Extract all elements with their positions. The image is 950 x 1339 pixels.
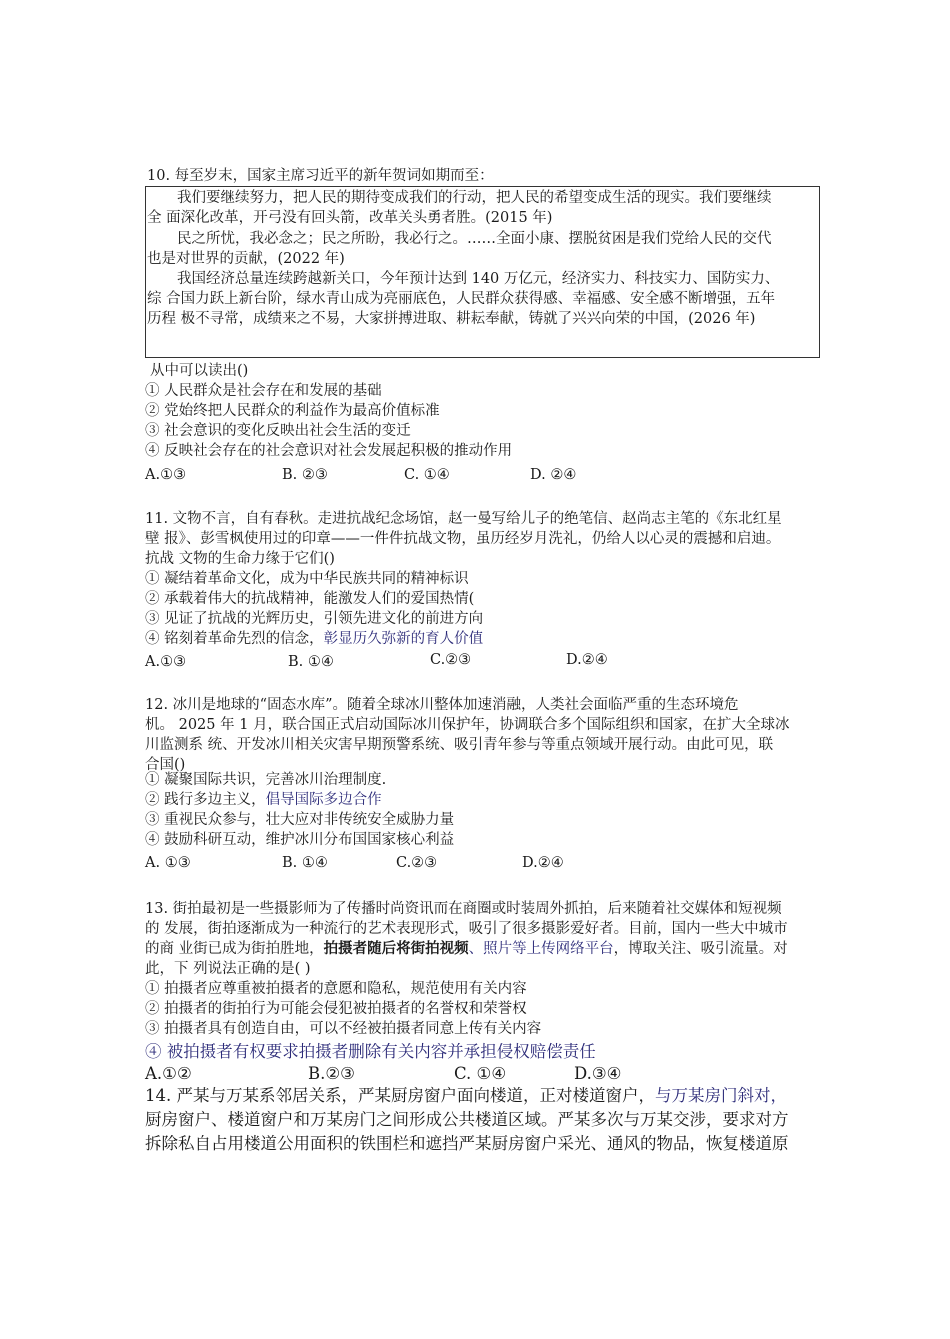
q13-option-b: B.②③ — [308, 1064, 355, 1083]
q12-item — [145, 790, 382, 810]
q10-option-a: A.①③ — [145, 467, 187, 483]
q10-item: ④ 反映社会存在的社会意识对社会发展起积极的推动作用 — [145, 443, 513, 459]
q11-option-a: A.①③ — [145, 654, 187, 670]
q12-option-b: B. ①④ — [282, 855, 328, 871]
q12-item2-part-highlight: 倡导国际多边合作 — [265, 792, 382, 808]
q14-stem-line — [145, 1084, 787, 1108]
q12-stem-line: 12. 冰川是地球的“固态水库”。随着全球冰川整体加速消融，人类社会面临严重的生态环境危 — [145, 697, 739, 713]
q13-line3-part-highlight: 、照片等上传网络平台 — [468, 941, 614, 957]
q13-stem-line: 13. 街拍最初是一些摄影师为了传播时尚资讯而在商圈或时装周外抓拍，后来随着社交媒体和短视频 — [145, 901, 782, 917]
q11-stem-line: 抗战 文物的生命力缘于它们() — [145, 551, 335, 567]
q12-item: ③ 重视民众参与，壮大应对非传统安全威胁力量 — [145, 812, 455, 828]
q10-box-line: 也是对世界的贡献，(2022 年) — [147, 251, 345, 267]
q12-item: ① 凝聚国际共识，完善冰川治理制度. — [145, 772, 387, 788]
q10-item: ② 党始终把人民群众的利益作为最高价值标准 — [145, 403, 440, 419]
q11-item — [145, 629, 483, 649]
q11-option-d: D.②④ — [566, 652, 608, 668]
q11-option-c: C.②③ — [430, 652, 472, 668]
q13-option-a: A.①② — [145, 1064, 192, 1083]
q10-item: ① 人民群众是社会存在和发展的基础 — [145, 383, 382, 399]
q10-option-d: D. ②④ — [530, 467, 577, 483]
q13-line3-part: 的商 业街已成为街拍胜地， — [145, 941, 324, 957]
q11-item: ① 凝结着革命文化，成为中华民族共同的精神标识 — [145, 571, 469, 587]
q10-box-line: 综 合国力跃上新台阶，绿水青山成为亮丽底色，人民群众获得感、幸福感、安全感不断增强，五年 — [147, 291, 776, 307]
q14-line1-part-highlight: 与万某房门斜对， — [655, 1086, 787, 1105]
q13-stem-line: 此，下 列说法正确的是( ) — [145, 961, 311, 977]
q14-line1-part: 14. 严某与万某系邻居关系，严某厨房窗户面向楼道，正对楼道窗户， — [145, 1086, 655, 1105]
q12-stem-line: 合国() — [145, 757, 186, 773]
q10-option-c: C. ①④ — [404, 467, 450, 483]
q10-box-line: 历程 极不寻常，成绩来之不易，大家拼搏进取、耕耘奉献，铸就了兴兴向荣的中国，(2026 年) — [147, 311, 756, 327]
q12-option-a: A. ①③ — [145, 855, 191, 871]
q11-item4-part: ④ 铭刻着革命先烈的信念， — [145, 631, 324, 647]
q13-stem-line: 的 发展，街拍逐渐成为一种流行的艺术表现形式，吸引了很多摄影爱好者。目前，国内一些大中城市 — [145, 921, 788, 937]
q10-box-line: 全 面深化改革，开弓没有回头箭，改革关头勇者胜。(2015 年) — [147, 210, 553, 226]
q13-line3-part: ，博取关注、吸引流量。对 — [613, 941, 788, 957]
q13-option-d: D.③④ — [574, 1064, 622, 1083]
q12-option-c: C.②③ — [396, 855, 438, 871]
q12-item: ④ 鼓励科研互动，维护冰川分布国国家核心利益 — [145, 832, 455, 848]
q14-stem-line: 厨房窗户、楼道窗户和万某房门之间形成公共楼道区域。严某多次与万某交涉，要求对方 — [145, 1110, 789, 1129]
q13-option-c: C. ①④ — [454, 1064, 507, 1083]
q10-option-b: B. ②③ — [282, 467, 328, 483]
q12-option-d: D.②④ — [522, 855, 564, 871]
q10-prompt: 从中可以读出() — [150, 363, 249, 379]
q11-item: ③ 见证了抗战的光辉历史，引领先进文化的前进方向 — [145, 611, 484, 627]
q11-stem-line: 11. 文物不言，自有春秋。走进抗战纪念场馆，赵一曼写给儿子的绝笔信、赵尚志主笔的《东北红星 — [145, 511, 782, 527]
q13-item: ③ 拍摄者具有创造自由，可以不经被拍摄者同意上传有关内容 — [145, 1021, 542, 1037]
q10-stem: 10. 每至岁末，国家主席习近平的新年贺词如期而至： — [147, 168, 494, 184]
q13-item: ① 拍摄者应尊重被拍摄者的意愿和隐私，规范使用有关内容 — [145, 981, 527, 997]
q13-line3-part-bold: 拍摄者随后将街拍视频 — [323, 940, 469, 957]
q10-box-line: 民之所忧，我必念之；民之所盼，我必行之。……全面小康、摆脱贫困是我们党给人民的交代 — [177, 231, 772, 247]
q13-item: ④ 被拍摄者有权要求拍摄者删除有关内容并承担侵权赔偿责任 — [145, 1042, 596, 1061]
q12-stem-line: 川监测系 统、开发冰川相关灾害早期预警系统、吸引青年参与等重点领域开展行动。由此可见，联 — [145, 737, 774, 753]
q13-stem-line — [145, 939, 788, 959]
q11-option-b: B. ①④ — [288, 654, 334, 670]
q11-item4-part-highlight: 彰显历久弥新的育人价值 — [323, 631, 484, 647]
q12-stem-line: 机。 2025 年 1 月，联合国正式启动国际冰川保护年，协调联合多个国际组织和国家，在扩大全球冰 — [145, 717, 790, 733]
q10-box-line: 我国经济总量连续跨越新关口，今年预计达到 140 万亿元，经济实力、科技实力、国防实力、 — [177, 271, 780, 287]
q10-box-line: 我们要继续努力，把人民的期待变成我们的行动，把人民的希望变成生活的现实。我们要继续 — [177, 190, 772, 206]
q11-stem-line: 壁 报》、彭雪枫使用过的印章——一件件抗战文物，虽历经岁月洗礼，仍给人以心灵的震撼和启迪。 — [145, 531, 781, 547]
q11-item: ② 承载着伟大的抗战精神，能激发人们的爱国热情( — [145, 591, 475, 607]
q14-stem-line: 拆除私自占用楼道公用面积的铁围栏和遮挡严某厨房窗户采光、通风的物品，恢复楼道原 — [145, 1134, 789, 1153]
q10-item: ③ 社会意识的变化反映出社会生活的变迁 — [145, 423, 411, 439]
q13-item: ② 拍摄者的街拍行为可能会侵犯被拍摄者的名誉权和荣誉权 — [145, 1001, 527, 1017]
q12-item2-part: ② 践行多边主义， — [145, 792, 266, 808]
